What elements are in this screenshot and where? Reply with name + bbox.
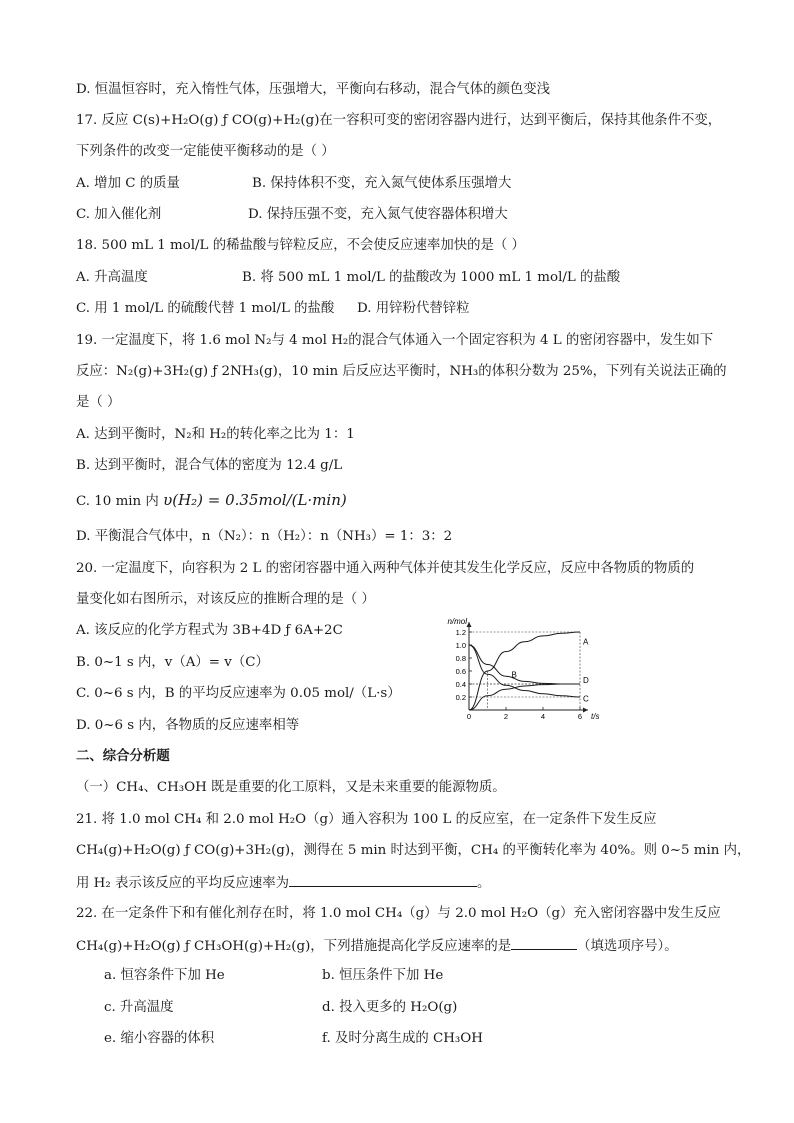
series-line-A: [469, 632, 580, 710]
q22-hint: （填选项序号）。: [577, 939, 678, 954]
q17-option-c: C. 加入催化剂: [76, 207, 162, 222]
q17-option-d: D. 保持压强不变，充入氮气使容器体积增大: [248, 207, 508, 222]
q19-stem-line2: 反应：N₂(g)+3H₂(g) ƒ 2NH₃(g)，10 min 后反应达平衡时，NH₃的体积分数为 25%，下列有关说法正确的: [76, 364, 727, 379]
q18-option-c: C. 用 1 mol/L 的硫酸代替 1 mol/L 的盐酸: [76, 301, 335, 316]
q22-option-f: f. 及时分离生成的 CH₃OH: [322, 1031, 483, 1046]
amount-vs-time-chart: [434, 617, 600, 727]
series-line-D: [469, 684, 580, 710]
q22-prompt: CH₄(g)+H₂O(g) ƒ CH₃OH(g)+H₂(g)，下列措施提高化学反应速率的是: [76, 939, 512, 954]
q20-option-c: C. 0~6 s 内，B 的平均反应速率为 0.05 mol/（L·s）: [76, 686, 401, 701]
y-tick-label: 0.6: [455, 666, 466, 676]
q22-option-e: e. 缩小容器的体积: [104, 1031, 215, 1046]
section-heading: 二、综合分析题: [76, 749, 170, 764]
q22-option-b: b. 恒压条件下加 He: [322, 968, 444, 983]
q18-stem: 18. 500 mL 1 mol/L 的稀盐酸与锌粒反应，不会使反应速率加快的是（ ）: [76, 238, 525, 253]
series-label-B: B: [511, 670, 517, 680]
x-tick-label: 6: [577, 712, 583, 721]
q22-option-c: c. 升高温度: [104, 1000, 174, 1015]
q18-option-d: D. 用锌粉代替锌粒: [357, 301, 470, 316]
q19-option-a: A. 达到平衡时，N₂和 H₂的转化率之比为 1：1: [76, 427, 355, 442]
q18-option-b: B. 将 500 mL 1 mol/L 的盐酸改为 1000 mL 1 mol/L 的盐酸: [242, 270, 621, 285]
q22-answer-blank[interactable]: [511, 935, 577, 950]
series-line-B: [469, 645, 580, 684]
q17-option-b: B. 保持体积不变，充入氮气使体系压强增大: [252, 176, 512, 191]
q19-option-c-prefix: C. 10 min 内: [76, 494, 159, 509]
y-tick-label: 0.8: [455, 653, 466, 663]
y-tick-label: 1.0: [455, 640, 466, 650]
q21-stem-line2: CH₄(g)+H₂O(g) ƒ CO(g)+3H₂(g)，测得在 5 min 时达到平衡，CH₄ 的平衡转化率为 40%。则 0~5 min 内，: [76, 843, 751, 858]
q22-option-a: a. 恒容条件下加 He: [104, 968, 225, 983]
series-label-A: A: [583, 637, 589, 647]
q20-option-b: B. 0~1 s 内，v（A）= v（C）: [76, 655, 269, 670]
q19-option-b: B. 达到平衡时，混合气体的密度为 12.4 g/L: [76, 458, 343, 473]
series-label-D: D: [583, 676, 589, 686]
x-axis-arrow: [583, 708, 588, 713]
x-tick-label: 2: [503, 712, 509, 721]
q22-stem-line1: 22. 在一定条件下和有催化剂存在时，将 1.0 mol CH₄（g）与 2.0 mol H₂O（g）充入密闭容器中发生反应: [76, 906, 721, 921]
q19-stem-line1: 19. 一定温度下，将 1.6 mol N₂与 4 mol H₂的混合气体通入一个固定容积为 4 L 的密闭容器中，发生如下: [76, 333, 714, 348]
q18-option-a: A. 升高温度: [76, 270, 148, 285]
series-line-C: [469, 645, 580, 697]
q21-prompt: 用 H₂ 表示该反应的平均反应速率为: [76, 876, 290, 891]
q20-stem-line2: 量变化如右图所示，对该反应的推断合理的是（ ）: [76, 592, 375, 607]
y-tick-label: 0.4: [455, 679, 466, 689]
q19-option-c-formula: υ(H₂) = 0.35mol/(L·min): [163, 491, 347, 509]
x-tick-label: 4: [540, 712, 546, 721]
x-tick-label: 0: [466, 712, 472, 721]
q21-stem-line1: 21. 将 1.0 mol CH₄ 和 2.0 mol H₂O（g）通入容积为 100 L 的反应室，在一定条件下发生反应: [76, 812, 657, 827]
q19-option-c: [76, 490, 347, 510]
x-axis-title: t/s: [591, 712, 600, 721]
y-tick-label: 0.2: [455, 692, 466, 702]
q21-period: 。: [477, 876, 491, 891]
q20-option-d: D. 0~6 s 内，各物质的反应速率相等: [76, 718, 300, 733]
q22-option-d: d. 投入更多的 H₂O(g): [322, 1000, 458, 1015]
q20-stem-line1: 20. 一定温度下，向容积为 2 L 的密闭容器中通入两种气体并使其发生化学反应，反应中各物质的物质的: [76, 561, 695, 576]
q21-stem-line3: [76, 872, 490, 892]
q21-answer-blank[interactable]: [289, 872, 477, 887]
part-one-intro: （一）CH₄、CH₃OH 既是重要的化工原料，又是未来重要的能源物质。: [76, 780, 506, 795]
y-axis-title: n/mol: [447, 617, 467, 626]
q17-option-a: A. 增加 C 的质量: [76, 176, 180, 191]
series-label-C: C: [583, 694, 589, 704]
y-axis-arrow: [467, 622, 472, 627]
q17-stem-line2: 下列条件的改变一定能使平衡移动的是（ ）: [76, 144, 335, 159]
q20-option-a: A. 该反应的化学方程式为 3B+4D ƒ 6A+2C: [76, 623, 343, 638]
q17-stem-line1: 17. 反应 C(s)+H₂O(g) ƒ CO(g)+H₂(g)在一容积可变的密闭容器内进行，达到平衡后，保持其他条件不变，: [76, 113, 722, 128]
q16-option-d: D. 恒温恒容时，充入惰性气体，压强增大，平衡向右移动，混合气体的颜色变浅: [76, 82, 551, 97]
q19-option-d: D. 平衡混合气体中，n（N₂）：n（H₂）：n（NH₃）= 1：3：2: [76, 529, 453, 544]
q19-stem-line3: 是（ ）: [76, 395, 121, 410]
q22-stem-line2: [76, 935, 678, 955]
y-tick-label: 1.2: [455, 627, 466, 637]
